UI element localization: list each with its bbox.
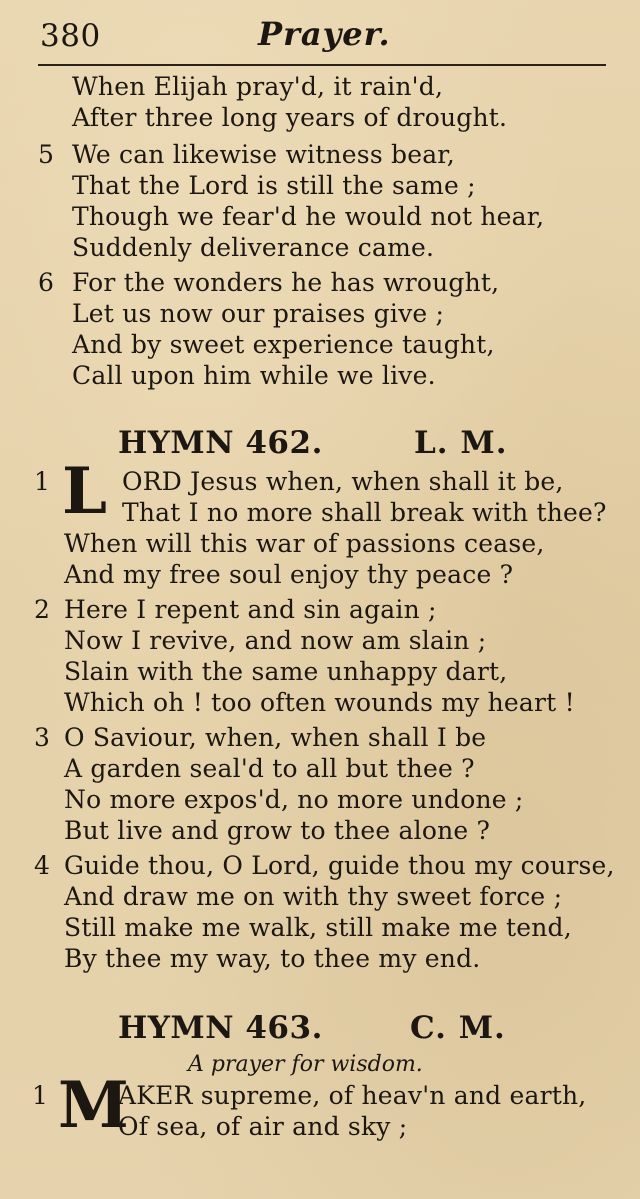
verse-line: Still make me walk, still make me tend, (64, 913, 572, 942)
hymn-463-title: HYMN 463. (118, 1010, 323, 1046)
continuation-line-1: When Elijah pray'd, it rain'd, (72, 72, 444, 101)
hymn-462-meter: L. M. (414, 425, 508, 461)
running-title: Prayer. (258, 15, 391, 53)
verse-line: Call upon him while we live. (72, 361, 436, 390)
verse-line: And draw me on with thy sweet force ; (64, 882, 563, 911)
verse-line: Let us now our praises give ; (72, 299, 445, 328)
verse-line: Slain with the same unhappy dart, (64, 657, 508, 686)
verse-number: 6 (38, 268, 54, 297)
verse-line: When will this war of passions cease, (64, 529, 545, 558)
page-number: 380 (40, 18, 101, 54)
verse-line: And my free soul enjoy thy peace ? (64, 560, 514, 589)
verse-number: 1 (34, 467, 50, 496)
verse-number: 5 (38, 140, 54, 169)
drop-cap-letter: M (58, 1068, 129, 1143)
header-rule (38, 64, 606, 66)
drop-cap-letter: L (62, 454, 107, 529)
verse-line: But live and grow to thee alone ? (64, 816, 491, 845)
verse-line: Though we fear'd he would not hear, (72, 202, 545, 231)
verse-line: That I no more shall break with thee? (122, 498, 607, 527)
verse-line: No more expos'd, no more undone ; (64, 785, 524, 814)
verse-number: 4 (34, 851, 50, 880)
verse-line: Suddenly deliverance came. (72, 233, 435, 262)
continuation-line-2: After three long years of drought. (72, 103, 508, 132)
verse-line: For the wonders he has wrought, (72, 268, 500, 297)
verse-line: A garden seal'd to all but thee ? (64, 754, 475, 783)
verse-line: Of sea, of air and sky ; (118, 1112, 408, 1141)
hymn-463-subtitle: A prayer for wisdom. (188, 1052, 423, 1077)
hymn-463-meter: C. M. (410, 1010, 506, 1046)
verse-number: 1 (32, 1081, 48, 1110)
verse-line: We can likewise witness bear, (72, 140, 455, 169)
verse-line: O Saviour, when, when shall I be (64, 723, 487, 752)
page-header (40, 14, 610, 58)
verse-line: AKER supreme, of heav'n and earth, (118, 1081, 587, 1110)
verse-line: By thee my way, to thee my end. (64, 944, 481, 973)
verse-number: 2 (34, 595, 50, 624)
verse-line: ORD Jesus when, when shall it be, (122, 467, 564, 496)
verse-line: That the Lord is still the same ; (72, 171, 476, 200)
verse-line: Guide thou, O Lord, guide thou my course, (64, 851, 615, 880)
verse-line: And by sweet experience taught, (72, 330, 495, 359)
verse-line: Now I revive, and now am slain ; (64, 626, 487, 655)
verse-number: 3 (34, 723, 50, 752)
verse-line: Here I repent and sin again ; (64, 595, 437, 624)
verse-line: Which oh ! too often wounds my heart ! (64, 688, 575, 717)
hymn-462-title: HYMN 462. (118, 425, 323, 461)
